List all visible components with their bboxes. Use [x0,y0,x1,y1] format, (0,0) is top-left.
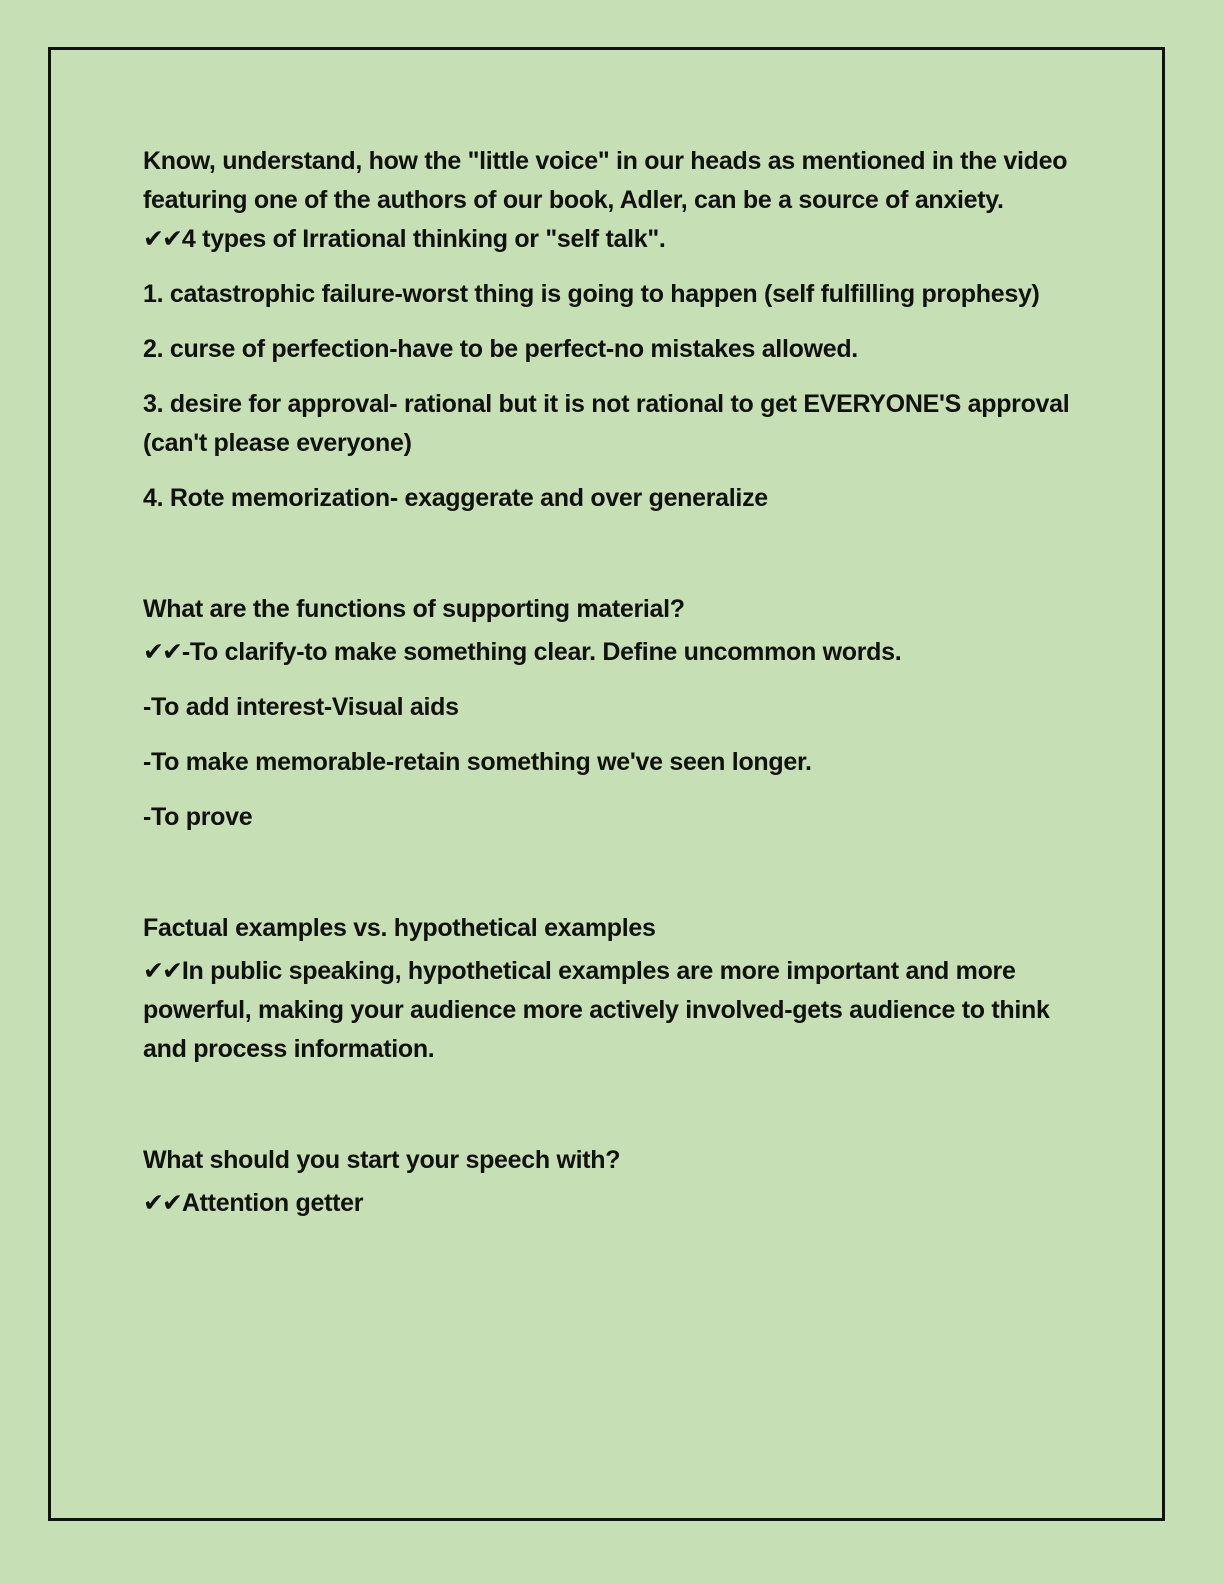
list-item: -To make memorable-retain something we've seen longer. [143,748,812,776]
list-item: -To add interest-Visual aids [143,693,459,721]
section1-answer [143,220,1093,259]
section4-answer-text: Attention getter [181,1189,364,1217]
section4-answer [143,1184,1093,1223]
notes-content [143,142,1093,1223]
list-item: 3. desire for approval- rational but it is not rational to get EVERYONE'S approval (can't please everyone) [143,390,1070,457]
list-item: -To prove [143,803,253,831]
double-check-icon: ✔✔ [143,225,181,253]
double-check-icon: ✔✔ [143,957,181,985]
list-item: 2. curse of perfection-have to be perfect-no mistakes allowed. [143,335,858,363]
section3-question: Factual examples vs. hypothetical examples [143,914,656,942]
section4-question: What should you start your speech with? [143,1146,621,1174]
double-check-icon: ✔✔ [143,638,181,666]
double-check-icon: ✔✔ [143,1189,181,1217]
section2-question: What are the functions of supporting material? [143,595,685,623]
list-item: 4. Rote memorization- exaggerate and over generalize [143,484,768,512]
section3-answer-text: In public speaking, hypothetical examples are more important and more powerful, making your audience more actively involved-gets audience to think and process information. [143,957,1050,1063]
section1-answer-text: 4 types of Irrational thinking or "self talk". [181,225,666,253]
list-item: 1. catastrophic failure-worst thing is going to happen (self fulfilling prophesy) [143,280,1040,308]
section2-answer-text: -To clarify-to make something clear. Define uncommon words. [181,638,902,666]
section1-question: Know, understand, how the "little voice" in our heads as mentioned in the video featuring one of the authors of our book, Adler, can be a source of anxiety. [143,147,1068,214]
section3-answer [143,952,1093,1069]
section2-answer [143,633,1093,672]
